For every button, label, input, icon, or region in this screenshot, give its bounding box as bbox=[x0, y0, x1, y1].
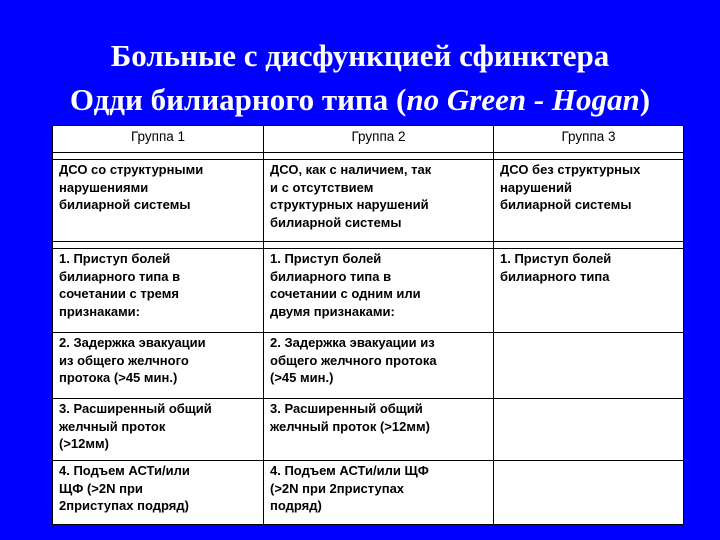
cell-group-1-criterion-4: 4. Подъем АСТи/или ЩФ (>2N при 2приступах подряд) bbox=[53, 461, 264, 525]
separator-cell bbox=[53, 242, 264, 249]
slide-title bbox=[0, 34, 720, 122]
cell-group-3-criterion-4 bbox=[494, 461, 684, 525]
header-group-2: Группа 2 bbox=[264, 126, 494, 153]
table-separator-row bbox=[53, 242, 684, 249]
title-line-2 bbox=[0, 78, 720, 122]
title-line-2-end: ) bbox=[639, 82, 651, 117]
table-row-definition bbox=[53, 160, 684, 242]
table-row-criterion-1 bbox=[53, 249, 684, 333]
groups-table-container bbox=[52, 125, 683, 525]
cell-group-2-criterion-4: 4. Подъем АСТи/или ЩФ (>2N при 2приступах подряд) bbox=[264, 461, 494, 525]
cell-group-1-definition: ДСО со структурными нарушениями билиарной системы bbox=[53, 160, 264, 242]
header-group-3: Группа 3 bbox=[494, 126, 684, 153]
title-line-1: Больные с дисфункцией сфинктера bbox=[110, 38, 610, 73]
separator-cell bbox=[494, 242, 684, 249]
separator-cell bbox=[494, 153, 684, 160]
cell-group-1-criterion-1: 1. Приступ болей билиарного типа в сочетании с тремя признаками: bbox=[53, 249, 264, 333]
cell-group-2-criterion-2: 2. Задержка эвакуации из общего желчного протока (>45 мин.) bbox=[264, 333, 494, 399]
table-row-criterion-3 bbox=[53, 399, 684, 461]
table-header-row bbox=[53, 126, 684, 153]
header-group-1: Группа 1 bbox=[53, 126, 264, 153]
cell-group-3-criterion-3 bbox=[494, 399, 684, 461]
separator-cell bbox=[264, 153, 494, 160]
table-separator-row bbox=[53, 153, 684, 160]
title-line-2-source: по Green - Hogan bbox=[406, 82, 640, 117]
cell-group-3-criterion-1: 1. Приступ болей билиарного типа bbox=[494, 249, 684, 333]
cell-group-3-criterion-2 bbox=[494, 333, 684, 399]
title-line-2-main: Одди билиарного типа ( bbox=[69, 82, 407, 117]
cell-group-2-criterion-1: 1. Приступ болей билиарного типа в сочетании с одним или двумя признаками: bbox=[264, 249, 494, 333]
table-row-criterion-2 bbox=[53, 333, 684, 399]
separator-cell bbox=[264, 242, 494, 249]
cell-group-1-criterion-2: 2. Задержка эвакуации из общего желчного протока (>45 мин.) bbox=[53, 333, 264, 399]
groups-table bbox=[52, 125, 684, 525]
cell-group-2-definition: ДСО, как с наличием, так и с отсутствием структурных нарушений билиарной системы bbox=[264, 160, 494, 242]
separator-cell bbox=[53, 153, 264, 160]
cell-group-3-definition: ДСО без структурных нарушений билиарной системы bbox=[494, 160, 684, 242]
table-row-criterion-4 bbox=[53, 461, 684, 525]
cell-group-2-criterion-3: 3. Расширенный общий желчный проток (>12мм) bbox=[264, 399, 494, 461]
cell-group-1-criterion-3: 3. Расширенный общий желчный проток (>12мм) bbox=[53, 399, 264, 461]
